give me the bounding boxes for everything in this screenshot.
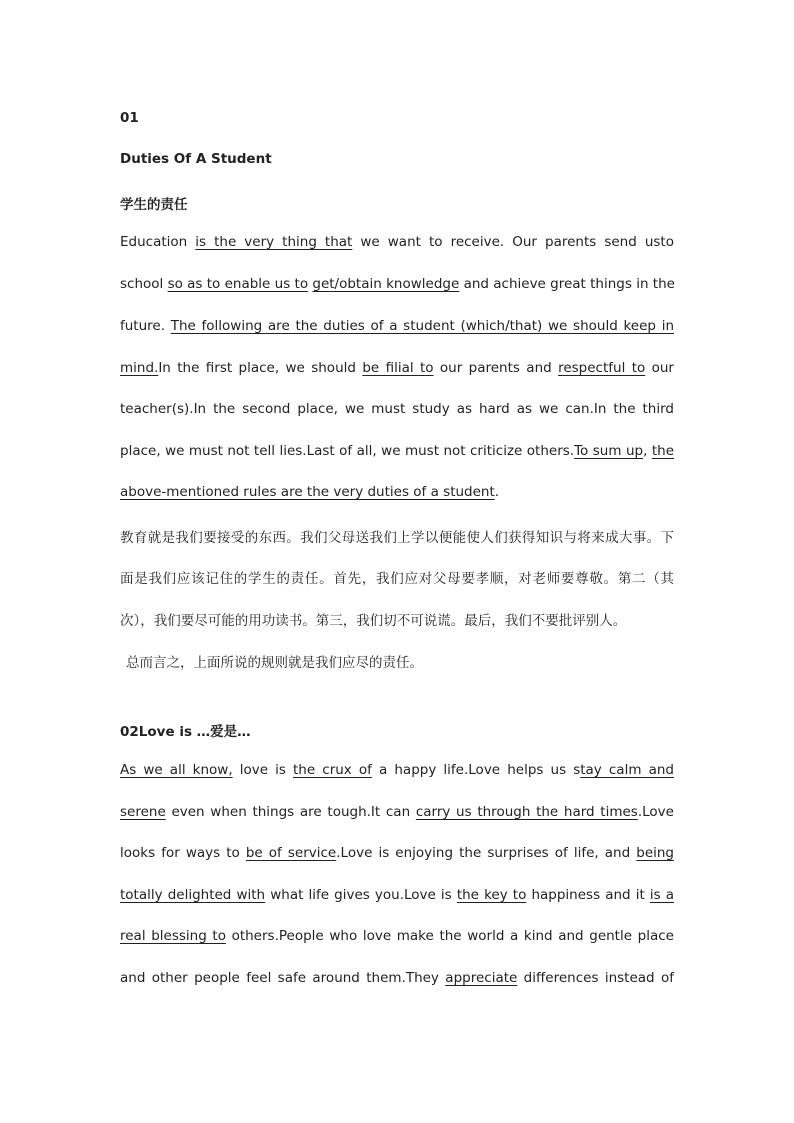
text-run: , <box>643 443 652 459</box>
paragraph-line <box>120 887 674 903</box>
text-run: and achieve great things in the <box>459 276 675 292</box>
underlined-phrase: is the very thing that <box>195 234 353 250</box>
chinese-line: 教育就是我们要接受的东西。我们父母送我们上学以便能使人们获得知识与将来成大事。下 <box>120 530 674 546</box>
underlined-phrase: the key to <box>456 887 527 903</box>
text-run: future. <box>120 318 171 334</box>
underlined-phrase: serene <box>120 804 166 820</box>
underlined-phrase: respectful to <box>558 360 646 376</box>
paragraph-line <box>120 443 674 459</box>
text-run: school <box>120 276 168 292</box>
text-run: place, we must not tell lies.Last of all, we must not criticize others. <box>120 443 575 459</box>
text-run: Education <box>120 234 196 250</box>
underlined-phrase: be of service <box>245 845 337 861</box>
underlined-phrase: being <box>636 845 675 861</box>
underlined-phrase: so as to enable us to <box>167 276 309 292</box>
underlined-phrase: the <box>651 443 674 459</box>
underlined-phrase: tay calm and <box>580 762 674 778</box>
text-run: even when things are tough.It can <box>165 804 416 820</box>
underlined-phrase: totally delighted with <box>120 887 266 903</box>
underlined-phrase: is a <box>649 887 674 903</box>
section-heading: 02Love is …爱是… <box>120 724 251 740</box>
underlined-phrase: To sum up <box>574 443 644 459</box>
text-run: our parents and <box>433 360 559 376</box>
underlined-phrase: As we all know, <box>120 762 233 778</box>
underlined-phrase: The following are the duties of a student (which/that) we should keep in <box>170 318 674 334</box>
text-run: .Love <box>637 804 674 820</box>
text-run: what life gives you.Love is <box>265 887 457 903</box>
text-run: differences instead of <box>517 970 674 986</box>
text-run: others.People who love make the world a kind and gentle place <box>225 928 674 944</box>
paragraph-line <box>120 360 674 376</box>
text-run: our <box>645 360 674 376</box>
underlined-phrase: be filial to <box>362 360 434 376</box>
text-run: a happy life.Love helps us s <box>371 762 581 778</box>
paragraph-line <box>120 845 674 861</box>
text-run: .Love is enjoying the surprises of life, and <box>336 845 637 861</box>
text-run: and other people feel safe around them.They <box>120 970 446 986</box>
underlined-phrase: mind. <box>120 360 159 376</box>
chinese-line: 次），我们要尽可能的用功读书。第三，我们切不可说谎。最后，我们不要批评别人。 <box>120 613 627 629</box>
chinese-line: 面是我们应该记住的学生的责任。首先，我们应对父母要孝顺，对老师要尊敬。第二（其 <box>120 571 674 587</box>
paragraph-line <box>120 804 674 820</box>
section-title-en: Duties Of A Student <box>120 151 272 167</box>
text-run: In the first place, we should <box>158 360 363 376</box>
text-run: teacher(s).In the second place, we must study as hard as we can.In the third <box>120 401 674 417</box>
chinese-line: 总而言之，上面所说的规则就是我们应尽的责任。 <box>126 655 423 671</box>
paragraph-line <box>120 928 674 944</box>
paragraph-line <box>120 401 674 417</box>
underlined-phrase: get/obtain knowledge <box>312 276 460 292</box>
paragraph-line <box>120 276 674 292</box>
paragraph-line <box>120 970 674 986</box>
underlined-phrase: the crux of <box>293 762 372 778</box>
paragraph-line <box>120 484 674 500</box>
underlined-phrase: real blessing to <box>120 928 226 944</box>
text-run: . <box>494 484 500 500</box>
underlined-phrase: appreciate <box>445 970 518 986</box>
underlined-phrase: carry us through the hard times <box>415 804 638 820</box>
underlined-phrase: above-mentioned rules are the very duties of a student <box>120 484 495 500</box>
section-number: 01 <box>120 110 139 126</box>
text-run: we want to receive. Our parents send usto <box>352 234 674 250</box>
text-run: happiness and it <box>526 887 650 903</box>
paragraph-line <box>120 318 674 334</box>
section-title-cn: 学生的责任 <box>120 197 188 213</box>
text-run: looks for ways to <box>120 845 246 861</box>
text-run: love is <box>232 762 294 778</box>
paragraph-line <box>120 762 674 778</box>
paragraph-line <box>120 234 674 250</box>
